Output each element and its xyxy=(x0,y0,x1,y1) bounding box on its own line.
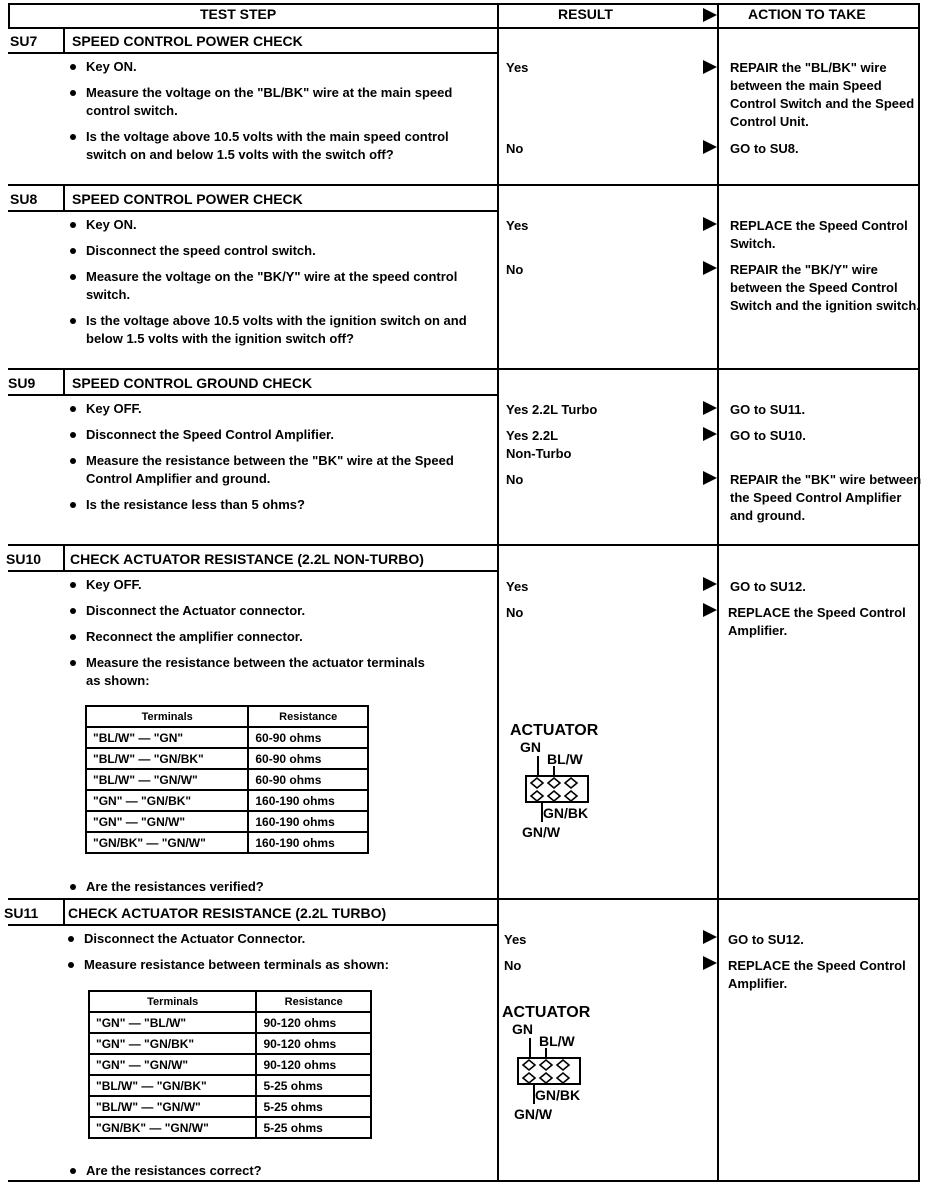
table-row: "BL/W" — "GN" 60-90 ohms xyxy=(86,727,368,748)
section-id: SU10 xyxy=(6,551,42,567)
bullet-icon xyxy=(70,1168,76,1174)
action-column-divider xyxy=(717,3,719,1182)
arrow-icon xyxy=(703,140,717,154)
arrow-icon xyxy=(703,427,717,441)
bullet-icon xyxy=(70,248,76,254)
test-step: Key ON. xyxy=(70,216,470,234)
action-text: GO to SU8. xyxy=(730,141,799,156)
section-separator xyxy=(8,544,920,546)
section-separator xyxy=(8,368,920,370)
arrow-icon xyxy=(703,261,717,275)
arrow-icon xyxy=(703,401,717,415)
diagram-label-blw: BL/W xyxy=(547,751,583,767)
section-id: SU7 xyxy=(10,33,38,49)
bullet-icon xyxy=(70,432,76,438)
table-row: "GN" — "GN/BK" 90-120 ohms xyxy=(89,1033,371,1054)
action-text: REPAIR the "BK/Y" wire between the Speed Control Switch and the ignition switch. xyxy=(730,262,920,313)
table-header: Terminals xyxy=(86,706,248,727)
bullet-icon xyxy=(70,608,76,614)
result-yes: Yes xyxy=(506,218,529,233)
connector-icon xyxy=(512,1030,592,1110)
diagram-label-gnbk: GN/BK xyxy=(535,1087,581,1103)
id-cell-divider xyxy=(63,28,65,53)
table-row: "BL/W" — "GN/W" 60-90 ohms xyxy=(86,769,368,790)
result-yes-non-turbo: Yes 2.2L Non-Turbo xyxy=(506,428,572,461)
title-underline xyxy=(8,570,499,572)
id-cell-divider xyxy=(63,546,65,571)
diagram-label-gnw: GN/W xyxy=(514,1106,553,1122)
result-column-divider xyxy=(497,3,499,1182)
test-step: Is the resistance less than 5 ohms? xyxy=(70,496,470,514)
action-text: GO to SU10. xyxy=(730,428,806,443)
test-step: Reconnect the amplifier connector. xyxy=(70,628,470,646)
action-text: REPLACE the Speed Control Amplifier. xyxy=(728,605,906,638)
diagram-label-gnw: GN/W xyxy=(522,824,561,840)
table-row: "GN" — "GN/BK" 160-190 ohms xyxy=(86,790,368,811)
table-row: "BL/W" — "GN/BK" 5-25 ohms xyxy=(89,1075,371,1096)
section-id: SU11 xyxy=(4,905,39,921)
id-cell-divider xyxy=(63,370,65,395)
result-no: No xyxy=(506,141,524,156)
action-text: GO to SU12. xyxy=(730,579,806,594)
header-arrow-icon xyxy=(703,8,717,22)
title-underline xyxy=(8,210,499,212)
bullet-icon xyxy=(70,884,76,890)
diagram-label-gn: GN xyxy=(512,1021,533,1037)
bullet-icon xyxy=(70,222,76,228)
section-separator xyxy=(8,184,920,186)
header-action: ACTION TO TAKE xyxy=(748,6,866,22)
bullet-icon xyxy=(70,634,76,640)
id-cell-divider xyxy=(63,900,65,925)
test-step: Measure resistance between terminals as shown: xyxy=(68,956,468,974)
section-id: SU9 xyxy=(8,375,36,391)
table-header: Resistance xyxy=(256,991,371,1012)
header-test-step: TEST STEP xyxy=(200,6,277,22)
test-step: Disconnect the Actuator Connector. xyxy=(68,930,468,948)
header-divider xyxy=(8,27,920,29)
test-step: Measure the voltage on the "BK/Y" wire at the speed control switch. xyxy=(70,268,470,304)
diagram-label-gnbk: GN/BK xyxy=(543,805,589,821)
arrow-icon xyxy=(703,930,717,944)
table-row: "GN" — "BL/W" 90-120 ohms xyxy=(89,1012,371,1033)
section-id: SU8 xyxy=(10,191,38,207)
top-border xyxy=(8,3,920,5)
test-step: Key OFF. xyxy=(70,576,470,594)
section-title: CHECK ACTUATOR RESISTANCE (2.2L TURBO) xyxy=(68,905,387,921)
table-header: Resistance xyxy=(248,706,368,727)
action-text: REPLACE the Speed Control Amplifier. xyxy=(728,958,906,991)
result-yes: Yes xyxy=(504,932,527,947)
action-text: REPAIR the "BL/BK" wire between the main Speed Control Switch and the Speed Control Unit. xyxy=(730,60,915,129)
bullet-icon xyxy=(70,318,76,324)
result-no: No xyxy=(506,605,524,620)
arrow-icon xyxy=(703,603,717,617)
diagram-title: ACTUATOR xyxy=(510,722,599,739)
test-step: Key ON. xyxy=(70,58,470,76)
bullet-icon xyxy=(70,64,76,70)
title-underline xyxy=(8,924,499,926)
bullet-icon xyxy=(70,406,76,412)
bullet-icon xyxy=(70,90,76,96)
test-step: Is the voltage above 10.5 volts with the ignition switch on and below 1.5 volts with the ignition switch off? xyxy=(70,312,470,348)
left-border-header xyxy=(8,3,10,27)
action-text: GO to SU11. xyxy=(730,402,806,417)
table-row: "BL/W" — "GN/W" 5-25 ohms xyxy=(89,1096,371,1117)
action-text: REPLACE the Speed Control Switch. xyxy=(730,218,908,251)
bullet-icon xyxy=(70,660,76,666)
test-step: Measure the voltage on the "BL/BK" wire at the main speed control switch. xyxy=(70,84,470,120)
arrow-icon xyxy=(703,577,717,591)
bullet-icon xyxy=(70,502,76,508)
result-yes: Yes xyxy=(506,579,529,594)
section-title: SPEED CONTROL POWER CHECK xyxy=(72,191,303,207)
test-step: Measure the resistance between the "BK" wire at the Speed Control Amplifier and ground. xyxy=(70,452,470,488)
action-text: REPAIR the "BK" wire between the Speed Control Amplifier and ground. xyxy=(730,472,922,523)
arrow-icon xyxy=(703,60,717,74)
diagram-label-blw: BL/W xyxy=(539,1033,575,1049)
test-step: Is the voltage above 10.5 volts with the main speed control switch on and below 1.5 volts with the switch off? xyxy=(70,128,470,164)
title-underline xyxy=(8,52,499,54)
result-yes: Yes xyxy=(506,60,529,75)
result-yes-turbo: Yes 2.2L Turbo xyxy=(506,402,598,417)
header-result: RESULT xyxy=(558,6,613,22)
table-row: "GN/BK" — "GN/W" 160-190 ohms xyxy=(86,832,368,853)
table-row: "GN" — "GN/W" 90-120 ohms xyxy=(89,1054,371,1075)
test-step: Disconnect the Speed Control Amplifier. xyxy=(70,426,470,444)
bullet-icon xyxy=(70,134,76,140)
arrow-icon xyxy=(703,471,717,485)
resistance-table xyxy=(88,990,372,1139)
title-underline xyxy=(8,394,499,396)
bottom-border xyxy=(8,1180,920,1182)
bullet-icon xyxy=(68,962,74,968)
section-separator xyxy=(8,898,920,900)
result-no: No xyxy=(506,472,524,487)
result-no: No xyxy=(504,958,522,973)
test-step: Are the resistances correct? xyxy=(70,1162,470,1180)
test-step: Key OFF. xyxy=(70,400,470,418)
arrow-icon xyxy=(703,956,717,970)
table-header: Terminals xyxy=(89,991,256,1012)
bullet-icon xyxy=(68,936,74,942)
bullet-icon xyxy=(70,274,76,280)
diagram-title: ACTUATOR xyxy=(502,1004,591,1021)
test-step: Disconnect the speed control switch. xyxy=(70,242,470,260)
section-title: SPEED CONTROL GROUND CHECK xyxy=(72,375,313,391)
table-row: "GN" — "GN/W" 160-190 ohms xyxy=(86,811,368,832)
connector-icon xyxy=(520,748,600,828)
section-title: CHECK ACTUATOR RESISTANCE (2.2L NON-TURBO) xyxy=(70,551,424,567)
test-step: Disconnect the Actuator connector. xyxy=(70,602,470,620)
table-row: "BL/W" — "GN/BK" 60-90 ohms xyxy=(86,748,368,769)
section-title: SPEED CONTROL POWER CHECK xyxy=(72,33,303,49)
diagram-label-gn: GN xyxy=(520,739,541,755)
bullet-icon xyxy=(70,458,76,464)
id-cell-divider xyxy=(63,186,65,211)
bullet-icon xyxy=(70,582,76,588)
test-step: Are the resistances verified? xyxy=(70,878,470,896)
table-row: "GN/BK" — "GN/W" 5-25 ohms xyxy=(89,1117,371,1138)
result-no: No xyxy=(506,262,524,277)
action-text: GO to SU12. xyxy=(728,932,804,947)
resistance-table xyxy=(85,705,369,854)
arrow-icon xyxy=(703,217,717,231)
test-step: Measure the resistance between the actuator terminals as shown: xyxy=(70,654,430,690)
